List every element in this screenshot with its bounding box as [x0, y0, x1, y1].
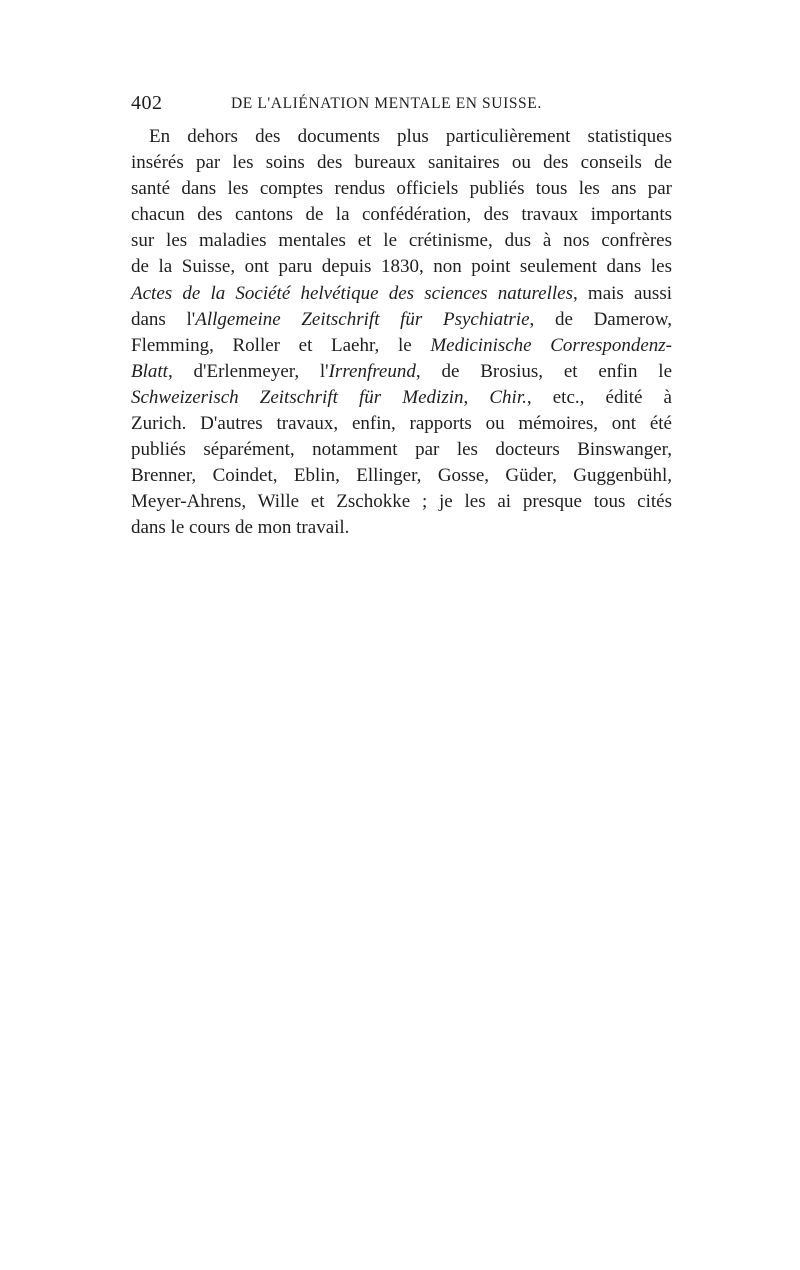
text-segment: santé dans les comptes rendus officiels publiés tous les ans par [131, 178, 672, 200]
italic-text: Chir. [489, 386, 527, 408]
text-line [131, 333, 672, 359]
text-segment: , etc., édité à [526, 386, 672, 408]
text-segment: chacun des cantons de la confédération, des travaux importants [131, 204, 672, 226]
italic-text: Medicinische Correspondenz- [430, 334, 672, 356]
text-line [131, 515, 672, 541]
page-number: 402 [131, 92, 163, 114]
text-line [131, 359, 672, 385]
italic-text: Irrenfreund [328, 360, 416, 382]
text-segment: Meyer-Ahrens, Wille et Zschokke ; je les ai presque tous cités [131, 491, 672, 513]
text-line [131, 150, 672, 176]
text-segment: sur les maladies mentales et le crétinisme, dus à nos confrères [131, 230, 672, 252]
text-line [131, 176, 672, 202]
text-segment: dans l' [131, 308, 196, 330]
text-segment: , de Brosius, et enfin le [415, 360, 672, 382]
italic-text: Allgemeine Zeitschrift für Psychiatrie [195, 308, 530, 330]
text-line [131, 385, 672, 411]
running-title: DE L'ALIÉNATION MENTALE EN SUISSE. [231, 95, 542, 112]
text-line [131, 124, 672, 150]
text-line [131, 254, 672, 280]
text-line [131, 202, 672, 228]
text-line [131, 411, 672, 437]
text-segment: de la Suisse, ont paru depuis 1830, non point seulement dans les [131, 256, 672, 278]
italic-text: Actes de la Société helvétique des sciences naturelles [131, 282, 573, 304]
text-line [131, 228, 672, 254]
text-line [131, 307, 672, 333]
italic-text: Schweizerisch Zeitschrift für Medizin [131, 386, 464, 408]
text-line [131, 463, 672, 489]
text-segment: , d'Erlenmeyer, l' [167, 360, 329, 382]
text-segment: Zurich. D'autres travaux, enfin, rapports ou mémoires, ont été [131, 413, 672, 435]
text-segment: Flemming, Roller et Laehr, le [131, 334, 431, 356]
text-line [131, 281, 672, 307]
text-segment: En dehors des documents plus particulièrement statistiques [149, 126, 672, 147]
text-line [131, 489, 672, 515]
italic-text: Blatt [131, 360, 168, 382]
text-segment: Brenner, Coindet, Eblin, Ellinger, Gosse, Güder, Guggenbühl, [131, 465, 672, 487]
text-segment: , de Damerow, [529, 308, 672, 330]
text-segment: , [463, 386, 490, 408]
paragraph [131, 124, 672, 542]
text-line [131, 437, 672, 463]
text-segment: dans le cours de mon travail. [131, 517, 350, 539]
text-segment: , mais aussi [572, 282, 672, 304]
text-segment: publiés séparément, notamment par les docteurs Binswanger, [131, 439, 672, 461]
text-segment: insérés par les soins des bureaux sanitaires ou des conseils de [131, 152, 672, 174]
running-head [131, 92, 671, 116]
